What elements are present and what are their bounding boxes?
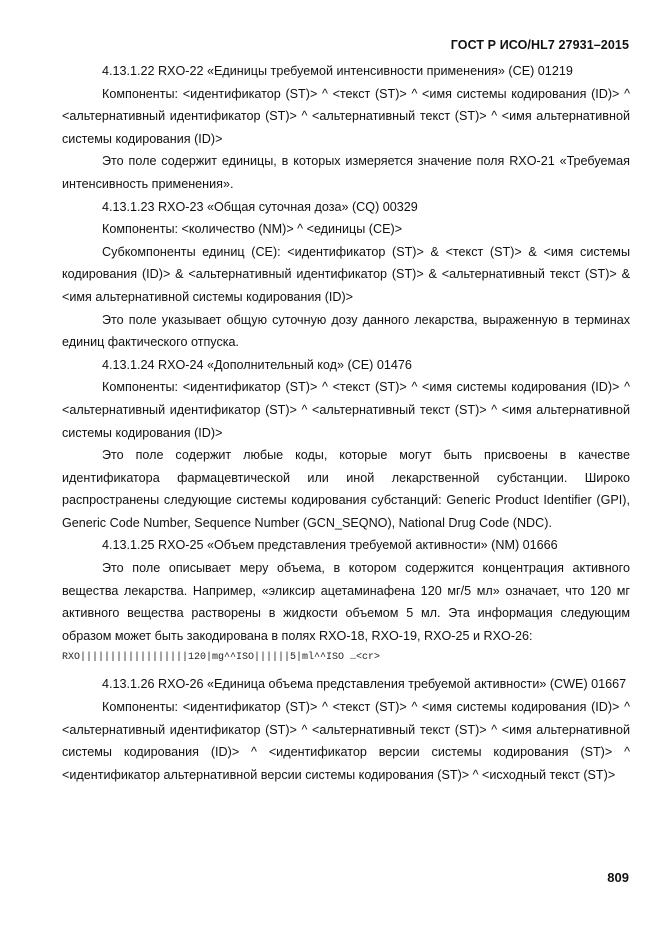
paragraph: Компоненты: <количество (NM)> ^ <единицы (CE)>: [102, 222, 403, 237]
section-heading: 4.13.1.22 RXO-22 «Единицы требуемой интенсивности применения» (CE) 01219: [102, 64, 573, 78]
code-example: RXO||||||||||||||||||120|mg^^ISO||||||5|ml^^ISO …<cr>: [62, 652, 381, 664]
paragraph: Компоненты: <идентификатор (ST)> ^ <текст (ST)> ^ <имя системы кодирования (ID)> ^ <альтернативный идентификатор (ST)> ^ <альтернативный текст (ST)> ^ <имя альтернативной системы кодирования (ID)>: [62, 86, 630, 146]
paragraph: Компоненты: <идентификатор (ST)> ^ <текст (ST)> ^ <имя системы кодирования (ID)> ^ <альтернативный идентификатор (ST)> ^ <альтернативный текст (ST)> ^ <имя альтернативной системы кодирования (ID)>: [62, 380, 630, 440]
page-number: 809: [607, 870, 629, 885]
paragraph: Компоненты: <идентификатор (ST)> ^ <текст (ST)> ^ <имя системы кодирования (ID)> ^ <альтернативный идентификатор (ST)> ^ <альтернативный текст (ST)> ^ <имя альтернативной системы кодирования (ID)> ^ <идентификатор версии системы кодирования (ST)> ^ <идентификатор альтернативной версии системы кодирования (ST)> ^ <исходный текст (ST)>: [62, 700, 630, 782]
paragraph: Это поле описывает меру объема, в котором содержится концентрация активного вещества лекарства. Например, «эликсир ацетаминафена 120 мг/5 мл» означает, что 120 мг активного вещества растворены в жидкости объемом 5 мл. Эта информация следующим образом может быть закодирована в полях RXO-18, RXO-19, RXO-25 и RXO-26:: [62, 561, 630, 643]
standard-header: ГОСТ Р ИСО/HL7 27931–2015: [450, 38, 629, 52]
paragraph: Это поле указывает общую суточную дозу данного лекарства, выраженную в терминах единиц фактического отпуска.: [62, 312, 630, 350]
paragraph: Это поле содержит единицы, в которых измеряется значение поля RXO-21 «Требуемая интенсивность применения».: [62, 154, 630, 191]
section-heading: 4.13.1.23 RXO-23 «Общая суточная доза» (CQ) 00329: [102, 199, 418, 214]
section-heading: 4.13.1.24 RXO-24 «Дополнительный код» (CE) 01476: [102, 357, 412, 372]
document-body: [62, 60, 630, 786]
paragraph: Субкомпоненты единиц (CE): <идентификатор (ST)> & <текст (ST)> & <имя системы кодирования (ID)> & <альтернативный идентификатор (ST)> & <альтернативный текст (ST)> & <имя альтернативной системы кодирования (ID)>: [62, 244, 630, 304]
section-heading: 4.13.1.25 RXO-25 «Объем представления требуемой активности» (NM) 01666: [102, 538, 558, 553]
paragraph: Это поле содержит любые коды, которые могут быть присвоены в качестве идентификатора фармацевтической или иной лекарственной субстанции. Широко распространены следующие системы кодирования субстанций: Generic Product Identifier (GPI), Generic Code Number, Sequence Number (GCN_SEQNO), National Drug Code (NDC).: [62, 448, 630, 530]
section-heading: 4.13.1.26 RXO-26 «Единица объема представления требуемой активности» (CWE) 01667: [102, 677, 627, 692]
